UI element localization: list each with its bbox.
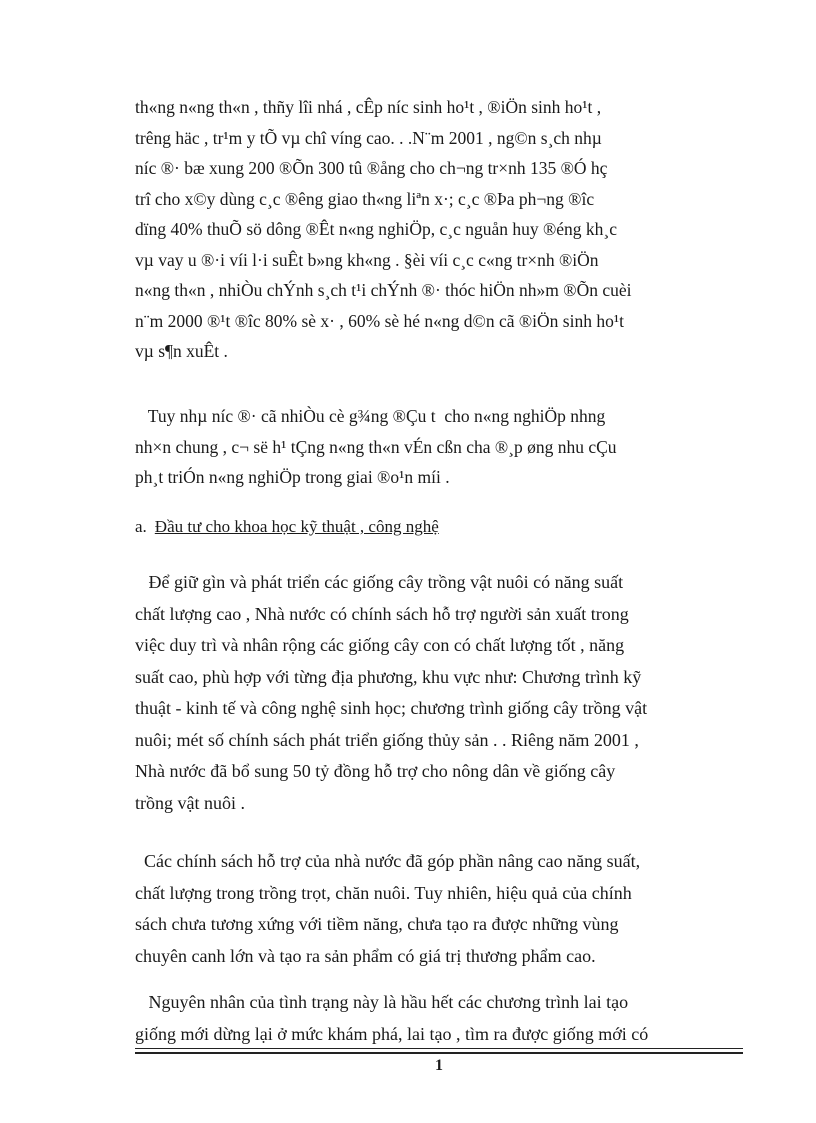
paragraph-line: n«ng th«n , nhiÒu chÝnh s¸ch t¹i chÝnh ®· thóc hiÖn nh»m ®Õn cuèi [135,280,632,300]
paragraph-line: n¨m 2000 ®¹t ®îc 80% sè x· , 60% sè hé n«ng d©n cã ®iÖn sinh ho¹t [135,310,624,331]
paragraph-line: giống mới dừng lại ở mức khám phá, lai tạo , tìm ra được giống mới có [135,1023,649,1044]
paragraph-line: Các chính sách hỗ trợ của nhà nước đã góp phần nâng cao năng suất, [135,851,641,871]
paragraph-line: sách chưa tương xứng với tiềm năng, chưa tạo ra được những vùng [135,914,619,934]
paragraph-line: chuyên canh lớn và tạo ra sản phẩm có giá trị thương phẩm cao. [135,945,596,966]
paragraph-line: trî cho x©y dùng c¸c ®êng giao th«ng liªn x·; c¸c ®Þa ph¬ng ®îc [135,188,595,209]
paragraph-breeding-policy [135,567,745,819]
paragraph-line: vµ s¶n xuÊt . [135,341,228,361]
paragraph-line: dïng 40% thuÕ sö dông ®Êt n«ng nghiÖp, c¸c nguån huy ®éng kh¸c [135,219,618,239]
paragraph-line: nh×n chung , c¬ së h¹ tÇng n«ng th«n vÉn cßn cha ®¸p øng nhu cÇu [135,436,617,457]
paragraph-line: trồng vật nuôi . [135,792,245,813]
paragraph-line: trêng häc , tr¹m y tÕ vµ chî víng cao. . .N¨m 2001 , ng©n s¸ch nhµ [135,127,602,148]
paragraph-line: thuật - kinh tế và công nghệ sinh học; chương trình giống cây trồng vật [135,698,648,718]
paragraph-line: việc duy trì và nhân rộng các giống cây con có chất lượng tốt , năng [135,635,625,655]
paragraph-line: chất lượng cao , Nhà nước có chính sách hỗ trợ người sản xuất trong [135,603,629,624]
paragraph-infrastructure-summary [135,401,745,493]
paragraph-line: Tuy nhµ níc ®· cã nhiÒu cè g¾ng ®Çu t cho n«ng nghiÖp nhng [135,406,606,426]
paragraph-line: nuôi; mét số chính sách phát triển giống thủy sản . . Riêng năm 2001 , [135,729,639,750]
paragraph-line: th«ng n«ng th«n , thñy lîi nhá , cÊp níc sinh ho¹t , ®iÖn sinh ho¹t , [135,97,602,117]
section-heading [135,517,439,537]
paragraph-line: níc ®· bæ xung 200 ®Õn 300 tû ®ång cho ch¬ng tr×nh 135 ®Ó hç [135,158,608,178]
footer-rule-thin [135,1048,743,1049]
paragraph-line: suất cao, phù hợp với từng địa phương, khu vực như: Chương trình kỹ [135,666,642,687]
footer-rule-thick [135,1052,743,1054]
paragraph-line: ph¸t triÓn n«ng nghiÖp trong giai ®o¹n míi . [135,467,450,487]
paragraph-line: Nguyên nhân của tình trạng này là hầu hết các chương trình lai tạo [135,992,629,1012]
section-marker: a. [135,517,147,536]
paragraph-policy-effects [135,846,745,972]
paragraph-line: vµ vay u ®·i víi l·i suÊt b»ng kh«ng . §èi víi c¸c c«ng tr×nh ®iÖn [135,249,599,270]
paragraph-causes [135,987,745,1050]
section-heading-text: Đầu tư cho khoa học kỹ thuật , công nghệ [154,517,439,536]
paragraph-line: Để giữ gìn và phát triển các giống cây trồng vật nuôi có năng suất [135,572,624,592]
paragraph-line: Nhà nước đã bổ sung 50 tỷ đồng hỗ trợ cho nông dân về giống cây [135,761,616,781]
paragraph-line: chất lượng trong trồng trọt, chăn nuôi. Tuy nhiên, hiệu quả của chính [135,882,632,903]
paragraph-rural-infrastructure [135,92,745,367]
page-number: 1 [435,1057,443,1074]
